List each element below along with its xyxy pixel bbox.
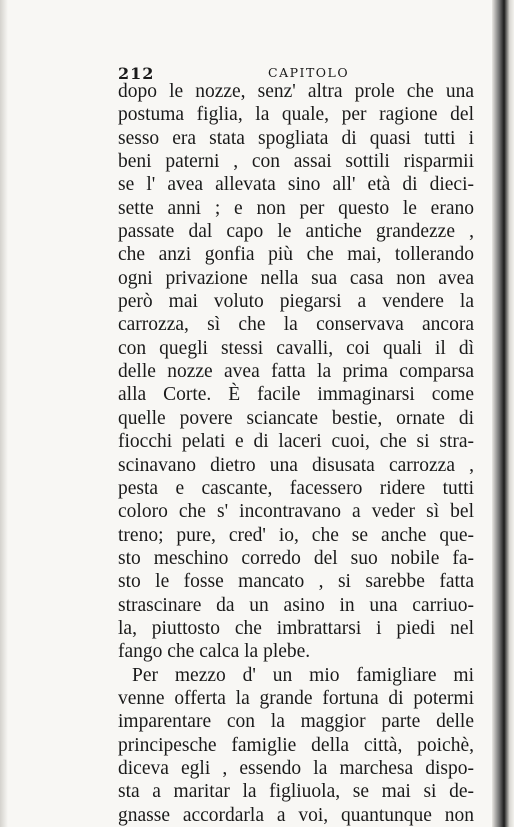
text-line: imparentare con la maggior parte delle	[118, 711, 474, 733]
text-line: principesche famiglie della città, poichè,	[118, 734, 474, 756]
text-line: ogni privazione nella sua casa non avea	[118, 267, 474, 289]
text-line: alla Corte. È facile immaginarsi come	[118, 384, 474, 406]
text-line: scinavano dietro una disusata carrozza ,	[118, 454, 474, 476]
text-line: sette anni ; e non per questo le erano	[118, 197, 474, 219]
text-line: dopo le nozze, senz' altra prole che una	[118, 81, 474, 102]
text-line: postuma figlia, la quale, per ragione del	[118, 104, 474, 126]
text-line: sesso era stata spogliata di quasi tutti i	[118, 127, 474, 149]
running-head: CAPITOLO	[268, 65, 350, 80]
text-line: però mai voluto piegarsi a vendere la	[118, 291, 474, 313]
text-line: quelle povere sciancate bestie, ornate di	[118, 407, 474, 429]
text-line: gnasse accordarla a voi, quantunque non	[118, 804, 474, 826]
page-gutter-edge	[492, 0, 514, 827]
text-line: venne offerta la grande fortuna di potermi	[118, 687, 474, 709]
paragraph-start-line: Per mezzo d' un mio famigliare mi	[132, 664, 474, 686]
text-line: carrozza, sì che la conservava ancora	[118, 314, 474, 336]
text-line: treno; pure, cred' io, che se anche que-	[118, 524, 474, 546]
text-line: sto meschino corredo del suo nobile fa-	[118, 547, 474, 569]
text-line: fiocchi pelati e di laceri cuoi, che si stra-	[118, 431, 474, 453]
text-line: diceva egli , essendo la marchesa dispo-	[118, 757, 474, 779]
text-line: con quegli stessi cavalli, coi quali il dì	[118, 337, 474, 359]
page-left-edge	[0, 0, 8, 827]
text-line: se l' avea allevata sino all' età di dieci-	[118, 174, 474, 196]
text-line: che anzi gonfia più che mai, tollerando	[118, 244, 474, 266]
text-line: beni paterni , con assai sottili risparmii	[118, 151, 474, 173]
body-text	[118, 80, 474, 827]
text-line: pesta e cascante, facessero ridere tutti	[118, 477, 474, 499]
paragraph-end-line: fango che calca la plebe.	[118, 641, 311, 663]
text-line: sto le fosse mancato , si sarebbe fatta	[118, 571, 474, 593]
text-line: delle nozze avea fatta la prima comparsa	[118, 361, 474, 383]
text-line: coloro che s' incontravano a veder sì bel	[118, 501, 474, 523]
page-number: 212	[118, 64, 155, 83]
text-line: la, piuttosto che imbrattarsi i piedi nel	[118, 617, 474, 639]
text-line: sta a maritar la figliuola, se mai si de-	[118, 781, 474, 803]
text-line: strascinare da un asino in una carriuo-	[118, 594, 474, 616]
text-line: passate dal capo le antiche grandezze ,	[118, 221, 474, 243]
